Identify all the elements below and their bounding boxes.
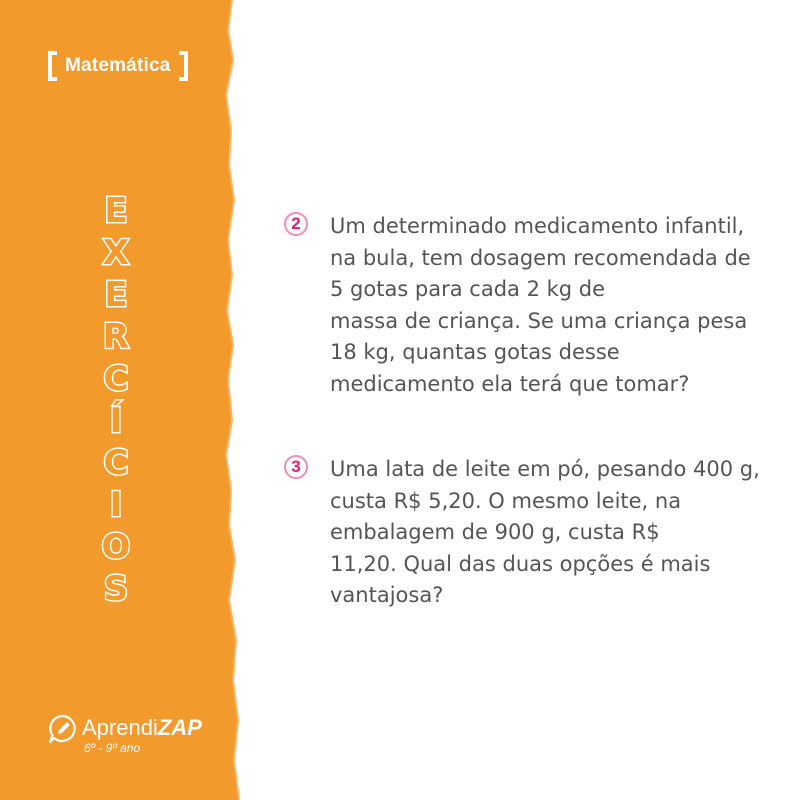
title-letter: S bbox=[103, 569, 129, 609]
brand-name-light: Aprendi bbox=[82, 715, 158, 740]
title-letter: R bbox=[102, 317, 130, 357]
title-letter: X bbox=[102, 233, 130, 273]
bracket-left bbox=[48, 51, 57, 81]
pencil-chat-bubble-icon bbox=[48, 714, 78, 744]
question-line: massa de criança. Se uma criança pesa bbox=[330, 308, 748, 333]
brand-name-bold: ZAP bbox=[157, 715, 202, 740]
question-line: vantajosa? bbox=[330, 583, 444, 607]
title-letter: C bbox=[103, 359, 129, 399]
brand-name bbox=[82, 715, 202, 741]
question-text bbox=[330, 211, 751, 400]
title-letter: C bbox=[103, 443, 129, 483]
question-line: 11,20. Qual das duas opções é mais bbox=[330, 551, 711, 576]
subject-label: Matemática bbox=[65, 55, 171, 76]
brand-logo bbox=[48, 712, 238, 762]
title-letter: O bbox=[101, 527, 131, 567]
question-text bbox=[330, 454, 760, 612]
title-letter: E bbox=[104, 191, 128, 231]
subject-tag bbox=[48, 50, 188, 82]
question-line: medicamento ela terá que tomar? bbox=[330, 371, 690, 396]
title-letter: Í bbox=[109, 401, 123, 441]
question-line: 18 kg, quantas gotas desse bbox=[330, 340, 620, 364]
question-line: custa R$ 5,20. O mesmo leite, na bbox=[330, 488, 682, 513]
question-number-badge: 3 bbox=[284, 455, 308, 479]
question-line: Uma lata de leite em pó, pesando 400 g, bbox=[330, 457, 760, 481]
bracket-right bbox=[179, 51, 188, 81]
question-2 bbox=[284, 211, 784, 400]
question-number-badge: 2 bbox=[284, 212, 308, 236]
question-line: 5 gotas para cada 2 kg de bbox=[330, 277, 606, 301]
question-3 bbox=[284, 454, 784, 612]
brand-grade: 6º - 9º ano bbox=[84, 741, 141, 755]
title-letter: E bbox=[104, 275, 128, 315]
question-line: na bula, tem dosagem recomendada de bbox=[330, 245, 751, 270]
title-letter: I bbox=[109, 485, 123, 525]
sidebar-panel bbox=[0, 0, 260, 800]
question-line: Um determinado medicamento infantil, bbox=[330, 214, 745, 238]
exercises-vertical-title bbox=[92, 190, 140, 610]
question-line: embalagem de 900 g, custa R$ bbox=[330, 520, 660, 544]
